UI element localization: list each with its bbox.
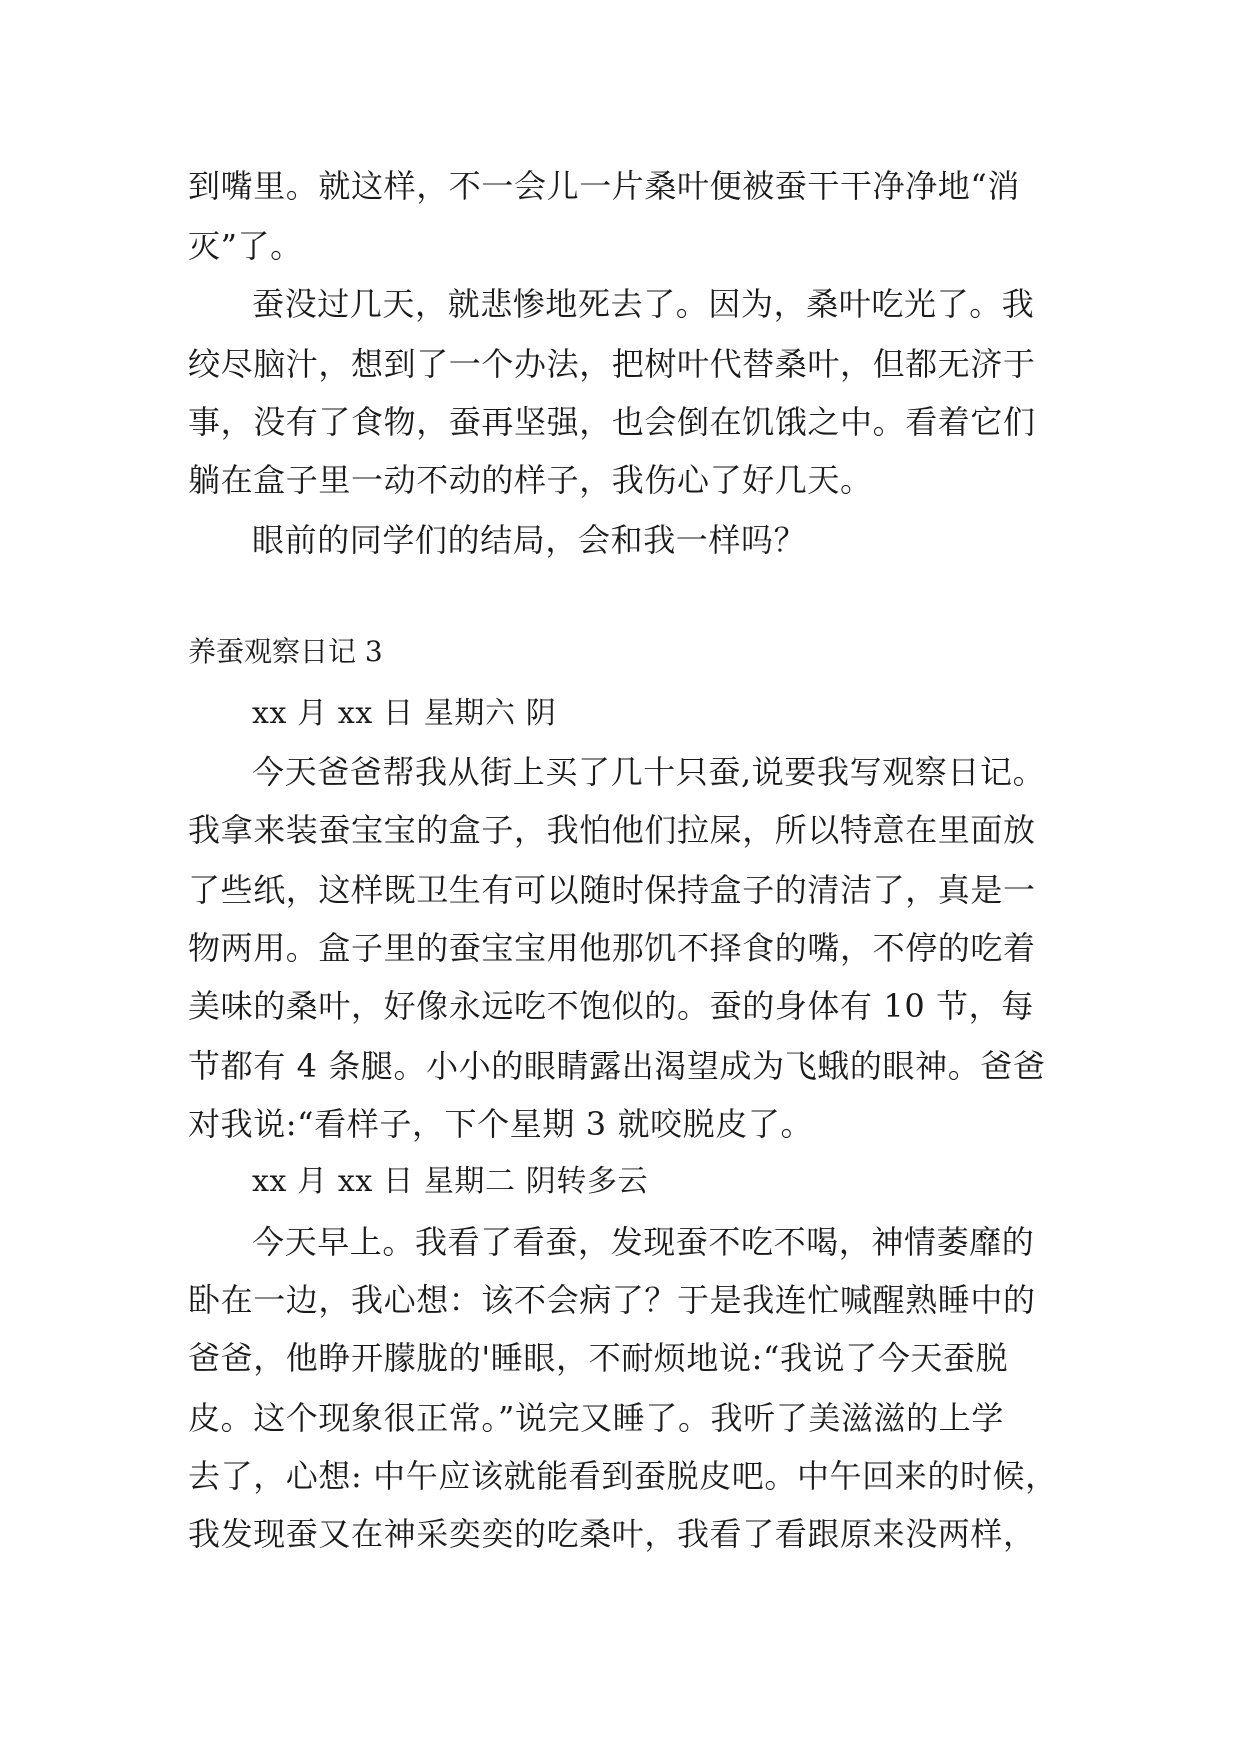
paragraph-line: 眼前的同学们的结局，会和我一样吗？ <box>252 521 807 559</box>
paragraph-line: 爸爸，他睁开朦胧的'睡眼，不耐烦地说:“我说了今天蚕脱 <box>188 1339 1009 1377</box>
paragraph-line: 我拿来装蚕宝宝的盒子，我怕他们拉屎，所以特意在里面放 <box>188 811 1036 849</box>
entry-date: xx 月 xx 日 星期六 阴 <box>252 696 557 731</box>
paragraph-line: 我发现蚕又在神采奕奕的吃桑叶，我看了看跟原来没两样， <box>188 1515 1036 1553</box>
paragraph-line: 绞尽脑汁，想到了一个办法，把树叶代替桑叶，但都无济于 <box>188 345 1036 383</box>
paragraph-line: 去了，心想: 中午应该就能看到蚕脱皮吧。中午回来的时候， <box>188 1457 1058 1495</box>
paragraph-line: 了些纸，这样既卫生有可以随时保持盒子的清洁了，真是一 <box>188 871 1036 909</box>
paragraph-line: 卧在一边，我心想：该不会病了？于是我连忙喊醒熟睡中的 <box>188 1281 1036 1319</box>
paragraph-line: 对我说:“看样子，下个星期 3 就咬脱皮了。 <box>188 1105 814 1143</box>
paragraph-line: 节都有 4 条腿。小小的眼睛露出渴望成为飞蛾的眼神。爸爸 <box>188 1047 1046 1085</box>
paragraph-line: 美味的桑叶，好像永远吃不饱似的。蚕的身体有 10 节，每 <box>188 987 1034 1025</box>
paragraph-line: 皮。这个现象很正常。”说完又睡了。我听了美滋滋的上学 <box>188 1399 1004 1437</box>
paragraph-line: 今天早上。我看了看蚕，发现蚕不吃不喝，神情萎靡的 <box>252 1223 1035 1261</box>
section-title: 养蚕观察日记 3 <box>188 635 383 668</box>
paragraph-line: 物两用。盒子里的蚕宝宝用他那饥不择食的嘴，不停的吃着 <box>188 929 1036 967</box>
paragraph-line: 灭”了。 <box>188 227 303 265</box>
paragraph-line: 到嘴里。就这样，不一会儿一片桑叶便被蚕干干净净地“消 <box>188 167 1020 205</box>
entry-date: xx 月 xx 日 星期二 阴转多云 <box>252 1164 649 1199</box>
paragraph-line: 蚕没过几天，就悲惨地死去了。因为，桑叶吃光了。我 <box>252 285 1035 323</box>
paragraph-line: 躺在盒子里一动不动的样子，我伤心了好几天。 <box>188 461 873 499</box>
paragraph-line: 今天爸爸帮我从街上买了几十只蚕,说要我写观察日记。 <box>252 753 1046 791</box>
paragraph-line: 事，没有了食物，蚕再坚强，也会倒在饥饿之中。看着它们 <box>188 403 1036 441</box>
